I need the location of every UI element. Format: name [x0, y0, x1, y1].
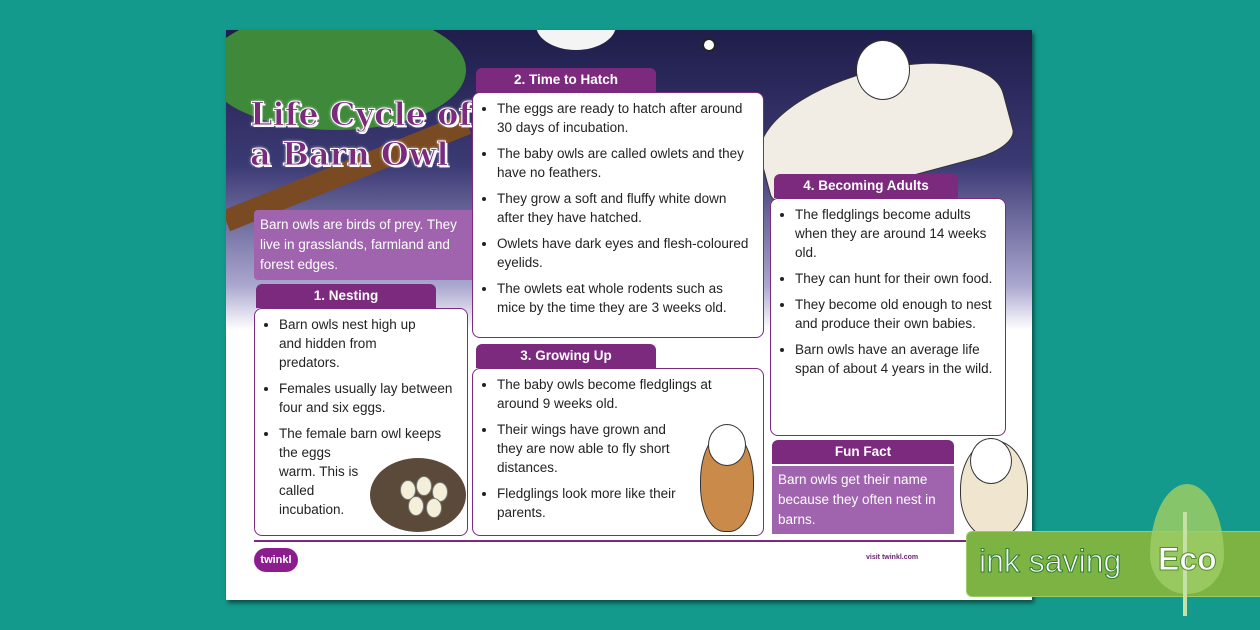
owl-face-icon	[970, 438, 1012, 484]
title-line: a Barn Owl	[250, 135, 449, 173]
egg-icon	[408, 496, 424, 516]
nest-illustration	[370, 458, 466, 532]
footer-divider	[254, 540, 1004, 542]
poster	[226, 30, 1032, 600]
list-item: The female barn owl keeps the eggs warm. This is called incubation.	[279, 426, 442, 517]
page-title	[250, 94, 472, 174]
section-heading-growing: 3. Growing Up	[476, 344, 656, 368]
intro-text: Barn owls are birds of prey. They live in grasslands, farmland and forest edges.	[254, 210, 476, 280]
section-adults	[770, 198, 1006, 436]
footer-link[interactable]: visit twinkl.com	[866, 554, 919, 561]
section-hatch	[472, 92, 764, 338]
fun-fact-text: Barn owls get their name because they often nest in barns.	[772, 466, 954, 534]
list-item: • Owlets have dark eyes and flesh-coloured eyelids.	[497, 234, 755, 272]
list-item: • Their wings have grown and they are now able to fly short distances.	[497, 420, 687, 477]
list-item: • They become old enough to nest and produce their own babies.	[795, 295, 997, 333]
egg-icon	[416, 476, 432, 496]
title-line: Life Cycle of	[250, 95, 473, 133]
list-item: • The owlets eat whole rodents such as mice by the time they are 3 weeks old.	[497, 279, 755, 317]
list-item: • The eggs are ready to hatch after around 30 days of incubation.	[497, 99, 755, 137]
list-item: • The baby owls become fledglings at around 9 weeks old.	[497, 375, 737, 413]
ink-saving-text: ink saving	[979, 543, 1122, 579]
list-item: • Fledglings look more like their parents.	[497, 484, 687, 522]
list-item: • Females usually lay between four and six eggs.	[279, 379, 459, 417]
fun-fact-heading: Fun Fact	[772, 440, 954, 464]
egg-icon	[426, 498, 442, 518]
list-item: • Barn owls nest high up and hidden from predators.	[279, 315, 429, 372]
star-icon	[702, 38, 716, 52]
list-item: • They grow a soft and fluffy white down after they have hatched.	[497, 189, 755, 227]
list-item: • They can hunt for their own food.	[795, 269, 997, 288]
section-heading-nesting: 1. Nesting	[256, 284, 436, 308]
owl-face-icon	[856, 40, 910, 100]
owl-face-icon	[708, 424, 746, 466]
list-item: • The baby owls are called owlets and they have no feathers.	[497, 144, 755, 182]
section-heading-adults: 4. Becoming Adults	[774, 174, 958, 198]
section-heading-hatch: 2. Time to Hatch	[476, 68, 656, 92]
eco-label: Eco	[1158, 541, 1217, 577]
list-item: • The fledglings become adults when they are around 14 weeks old.	[795, 205, 997, 262]
twinkl-logo: twinkl	[254, 548, 298, 572]
list-item: • Barn owls have an average life span of about 4 years in the wild.	[795, 340, 997, 378]
